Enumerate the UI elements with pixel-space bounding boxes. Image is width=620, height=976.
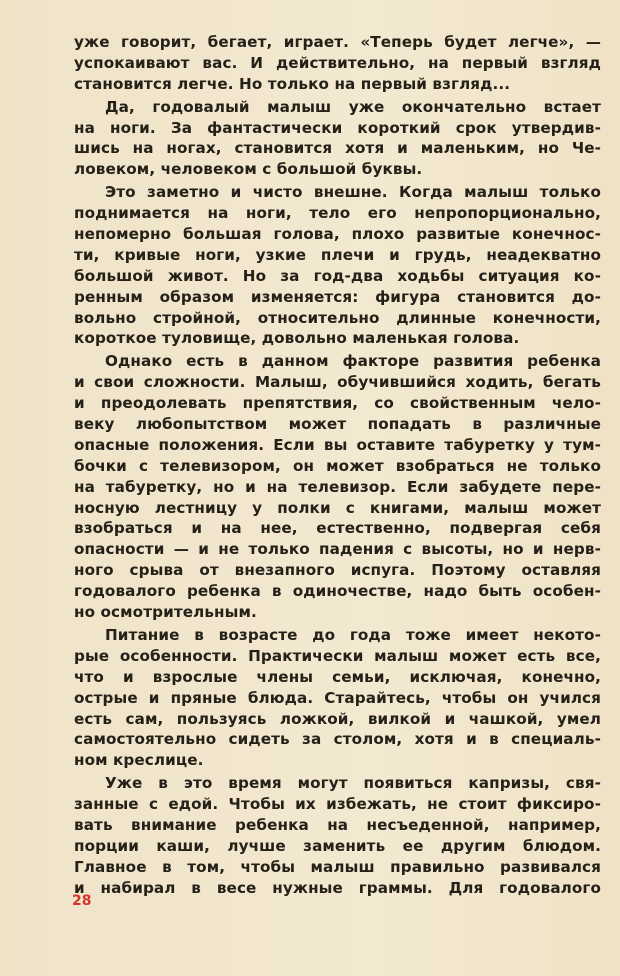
paragraph: [74, 351, 601, 623]
text-line: вольно стройной, относительно длинные конечности,: [74, 308, 601, 327]
text-line: Однако есть в данном факторе развития ребенка: [105, 352, 601, 371]
text-line: есть сам, пользуясь ложкой, вилкой и чашкой, умел: [74, 709, 601, 728]
text-line: на табуретку, но и на телевизор. Если забудете пере-: [74, 477, 601, 496]
paragraph: [74, 773, 601, 898]
text-line: ловеком, человеком с большой буквы.: [74, 160, 423, 179]
text-line: занные с едой. Чтобы их избежать, не стоит фиксиро-: [74, 795, 601, 814]
text-line: веку любопытством может попадать в различные: [74, 415, 601, 434]
text-line: носную лестницу у полки с книгами, малыш может: [74, 498, 601, 517]
text-line: большой живот. Но за год-два ходьбы ситуация ко-: [74, 266, 601, 285]
text-line: самостоятельно сидеть за столом, хотя и в специаль-: [74, 730, 601, 749]
text-line: острые и пряные блюда. Старайтесь, чтобы он учился: [74, 688, 601, 707]
text-line: ного срыва от внезапного испуга. Поэтому оставляя: [74, 561, 601, 580]
text-line: и преодолевать препятствия, со свойственным чело-: [74, 394, 601, 413]
text-line: взобраться и на нее, естественно, подвергая себя: [74, 519, 601, 538]
text-line: становится легче. Но только на первый взгляд...: [74, 74, 511, 93]
text-line: Питание в возрасте до года тоже имеет некото-: [105, 625, 601, 644]
text-line: что и взрослые члены семьи, исключая, конечно,: [74, 667, 601, 686]
text-line: шись на ногах, становится хотя и маленьким, но Че-: [74, 139, 601, 158]
text-line: ти, кривые ноги, узкие плечи и грудь, неадекватно: [74, 245, 601, 264]
text-line: Главное в том, чтобы малыш правильно развивался: [74, 857, 601, 876]
text-line: уже говорит, бегает, играет. «Теперь будет легче», —: [74, 33, 601, 51]
paragraph: [74, 32, 601, 95]
text-line: и свои сложности. Малыш, обучившийся ходить, бегать: [74, 373, 601, 392]
text-line: поднимается на ноги, тело его непропорционально,: [74, 204, 601, 223]
text-line: но осмотрительным.: [74, 603, 257, 622]
text-line: опасные положения. Если вы оставите табуретку у тум-: [74, 435, 601, 454]
text-line: годовалого ребенка в одиночестве, надо быть особен-: [74, 582, 601, 601]
text-line: короткое туловище, довольно маленькая голова.: [74, 329, 520, 348]
paragraph: [74, 625, 601, 771]
text-line: опасности — и не только падения с высоты, но и нерв-: [74, 540, 601, 559]
text-line: рые особенности. Практически малыш может есть все,: [74, 646, 601, 665]
text-line: вать внимание ребенка на несъеденной, например,: [74, 815, 601, 834]
text-line: ренным образом изменяется: фигура становится до-: [74, 287, 601, 306]
text-line: непомерно большая голова, плохо развитые конечнос-: [74, 225, 601, 244]
text-line: Уже в это время могут появиться капризы, свя-: [105, 774, 601, 793]
text-line: успокаивают вас. И действительно, на первый взгляд: [74, 53, 601, 72]
text-line: ном креслице.: [74, 751, 204, 770]
text-line: Это заметно и чисто внешне. Когда малыш только: [105, 183, 601, 202]
text-line: Да, годовалый малыш уже окончательно встает: [105, 97, 601, 116]
text-line: и набирал в весе нужные граммы. Для годовалого: [74, 878, 601, 897]
text-line: на ноги. За фантастически короткий срок утвердив-: [74, 118, 601, 137]
paragraph: [74, 182, 601, 349]
text-column: [74, 32, 601, 899]
text-line: бочки с телевизором, он может взобраться не только: [74, 456, 601, 475]
text-line: порции каши, лучше заменить ее другим блюдом.: [74, 836, 601, 855]
paragraph: [74, 97, 601, 181]
page-number: 28: [72, 893, 92, 909]
